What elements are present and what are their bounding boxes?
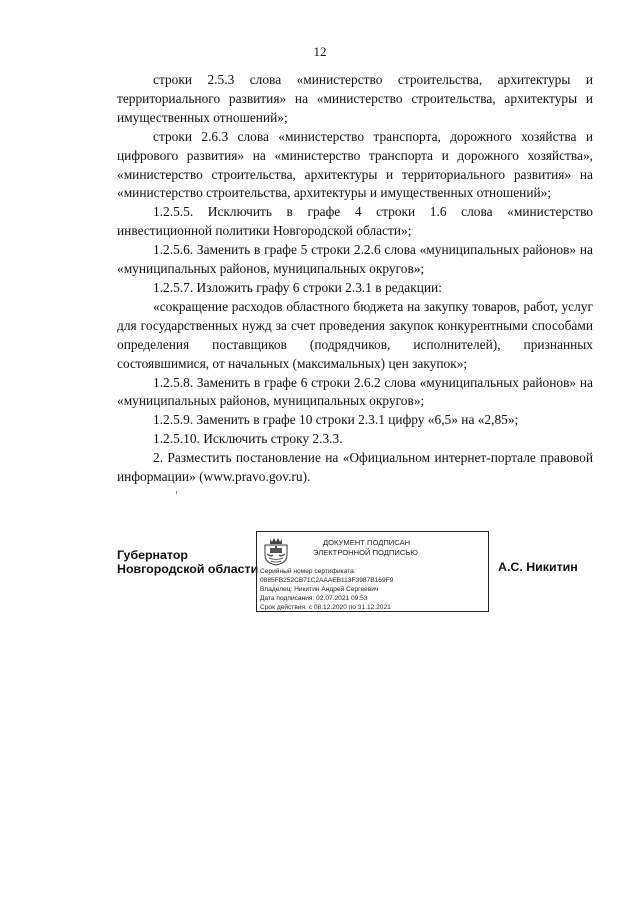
paragraph: 2. Разместить постановление на «Официальном интернет-портале правовой информации» (www.pravo.gov.ru).: [117, 450, 593, 485]
stamp-title-line2: ЭЛЕКТРОННОЙ ПОДПИСЬЮ: [313, 548, 418, 557]
paragraph: строки 2.6.3 слова «министерство транспорта, дорожного хозяйства и цифрового развития» на «министерство транспорта и дорожного хозяйства», «министерство строительства, архитектуры и территориального развития» на «министерство строительства, архитектуры и имущественных отношений»;: [117, 128, 593, 201]
paragraph: 1.2.5.9. Заменить в графе 10 строки 2.3.1 цифру «6,5» на «2,85»;: [153, 412, 519, 428]
stamp-title: [297, 538, 503, 558]
page-number: 12: [313, 44, 327, 59]
paragraph: «сокращение расходов областного бюджета на закупку товаров, работ, услуг для государственных нужд за счет проведения закупок конкурентными способами определения поставщиков (подрядчиков, исполнителей), признанных состоявшимися, от начальных (максимальных) цен закупок»;: [117, 298, 593, 371]
paragraph: 1.2.5.10. Исключить строку 2.3.3.: [153, 431, 343, 447]
novgorod-coat-of-arms-icon: [261, 536, 291, 566]
signer-position-line1: Губернатор: [117, 548, 188, 562]
paragraph: строки 2.5.3 слова «министерство строительства, архитектуры и территориального развития» на «министерство строительства, архитектуры и имущественных отношений»;: [117, 72, 593, 125]
signing-date: Дата подписания: 02.07.2021 09:53: [260, 595, 368, 602]
certificate-owner: Владелец: Никитин Андрей Сергеевич: [260, 586, 379, 593]
margin-mark: [176, 491, 177, 494]
document-body: [117, 71, 593, 487]
certificate-serial-label: Серийный номер сертификата:: [260, 568, 356, 575]
paragraph: 1.2.5.7. Изложить графу 6 строки 2.3.1 в редакции:: [153, 279, 442, 295]
paragraph: 1.2.5.6. Заменить в графе 5 строки 2.2.6 слова «муниципальных районов» на «муниципальных районов, муниципальных округов»;: [117, 242, 593, 277]
signer-position-line2: Новгородской области: [117, 562, 259, 576]
certificate-validity: Срок действия: с 08.12.2020 по 31.12.2021: [260, 604, 391, 611]
paragraph: 1.2.5.5. Исключить в графе 4 строки 1.6 слова «министерство инвестиционной политики Новгородской области»;: [117, 204, 593, 239]
electronic-signature-stamp: [256, 531, 489, 612]
paragraph: 1.2.5.8. Заменить в графе 6 строки 2.6.2 слова «муниципальных районов» на «муниципальных районов, муниципальных округов»;: [117, 374, 593, 409]
stamp-title-line1: ДОКУМЕНТ ПОДПИСАН: [323, 538, 411, 547]
signer-name: А.С. Никитин: [498, 560, 578, 574]
signer-position: [117, 548, 258, 576]
stamp-details: [260, 567, 486, 612]
certificate-serial-value: 0885FB252CB71C2AAAEB113F3987B169F9: [260, 577, 394, 584]
